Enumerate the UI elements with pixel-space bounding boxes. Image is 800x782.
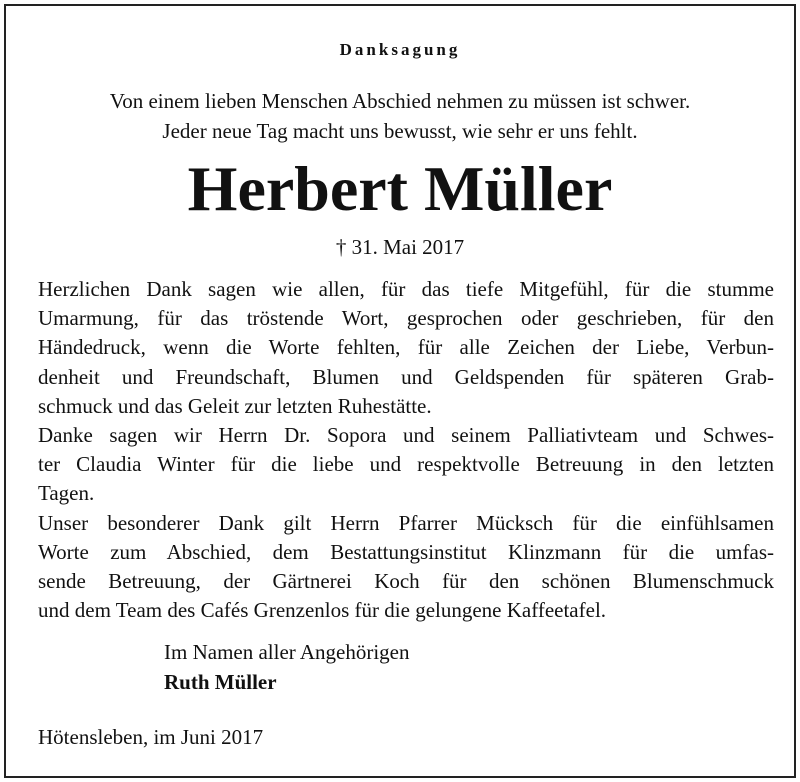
notice-heading: Danksagung	[339, 40, 461, 59]
body-line: ter Claudia Winter für die liebe und respektvolle Betreuung in den letzten	[38, 452, 774, 477]
body-line: schmuck und das Geleit zur letzten Ruhestätte.	[38, 393, 432, 418]
body-line: Händedruck, wenn die Worte fehlten, für alle Zeichen der Liebe, Verbun-	[38, 335, 774, 360]
notice-frame	[4, 4, 796, 778]
body-line: Unser besonderer Dank gilt Herrn Pfarrer Mücksch für die einfühlsamen	[38, 510, 774, 535]
intro-line-2: Jeder neue Tag macht uns bewusst, wie sehr er uns fehlt.	[162, 119, 638, 143]
intro-line-1: Von einem lieben Menschen Abschied nehmen zu müssen ist schwer.	[109, 89, 691, 113]
body-line: Herzlichen Dank sagen wie allen, für das tiefe Mitgefühl, für die stumme	[38, 277, 774, 301]
intro-verse	[6, 86, 794, 146]
death-date: † 31. Mai 2017	[335, 235, 465, 259]
body-line: denheit und Freundschaft, Blumen und Geldspenden für späteren Grab-	[38, 364, 774, 389]
body-line: Tagen.	[38, 481, 95, 506]
on-behalf-text: Im Namen aller Angehörigen	[164, 640, 410, 664]
body-line: Danke sagen wir Herrn Dr. Sopora und seinem Palliativteam und Schwes-	[38, 423, 774, 448]
signer-name: Ruth Müller	[164, 670, 277, 694]
deceased-name: Herbert Müller	[187, 153, 613, 224]
body-line: sende Betreuung, der Gärtnerei Koch für den schönen Blumenschmuck	[38, 569, 774, 594]
body-line: und dem Team des Cafés Grenzenlos für die gelungene Kaffeetafel.	[38, 598, 607, 623]
body-line: Umarmung, für das tröstende Wort, gesprochen oder geschrieben, für den	[38, 306, 774, 331]
place-date: Hötensleben, im Juni 2017	[38, 725, 264, 749]
signature-block	[164, 637, 410, 697]
body-line: Worte zum Abschied, dem Bestattungsinstitut Klinzmann für die umfas-	[38, 539, 774, 564]
thanks-body	[38, 275, 774, 625]
